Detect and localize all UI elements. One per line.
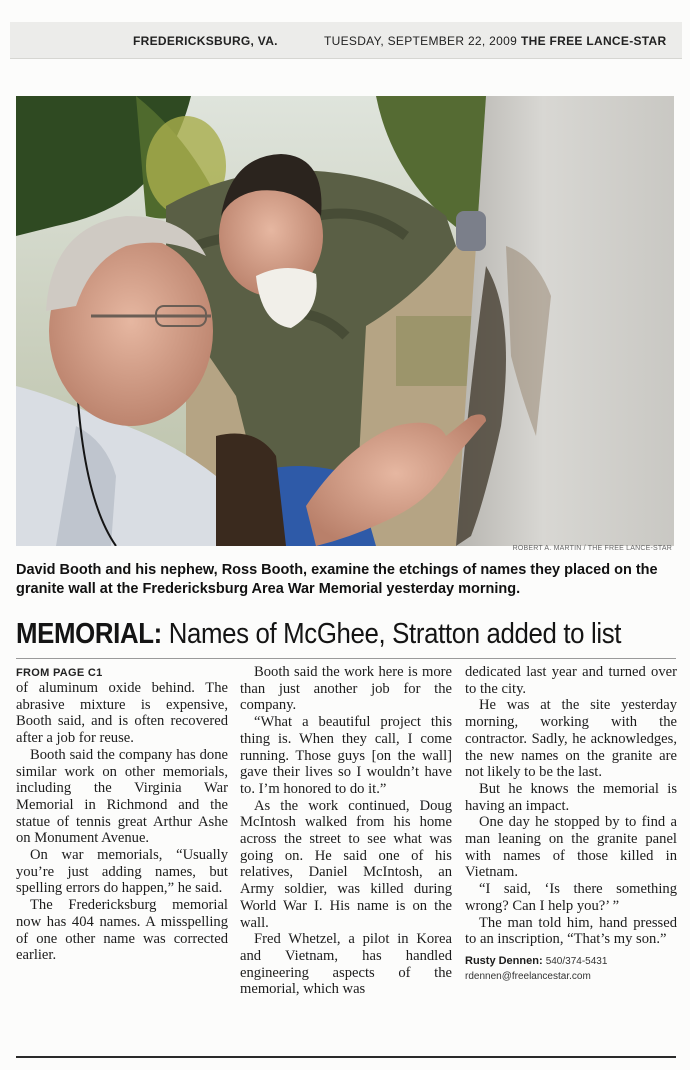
photo-credit: ROBERT A. MARTIN / THE FREE LANCE-STAR [512, 545, 672, 552]
paragraph: of aluminum oxide behind. The abrasive mixture is expensive, Booth said, and is often recovered after a job for reuse. [16, 680, 228, 747]
jump-line: FROM PAGE C1 [16, 667, 103, 679]
byline-phone: 540/374-5431 [545, 955, 608, 967]
paragraph: Booth said the company has done similar work on other memorials, including the Virginia War Memorial in Richmond and the statue of tennis great Arthur Ashe on Monument Avenue. [16, 746, 228, 847]
headline-kicker: MEMORIAL: [16, 618, 162, 650]
paragraph: “I said, ‘Is there something wrong? Can I help you?’ ” [465, 881, 677, 914]
byline-email[interactable]: rdennen@freelancestar.com [465, 970, 591, 982]
paragraph: He was at the site yesterday morning, working with the contractor. Sadly, he acknowledges, the new names on the granite are not likely to be the last. [465, 697, 677, 781]
headline-text: Names of McGhee, Stratton added to list [168, 618, 622, 650]
article-column-2 [240, 664, 452, 998]
paragraph: On war memorials, “Usually you’re just adding names, but spelling errors do happen,” he said. [16, 847, 228, 897]
paragraph: As the work continued, Doug McIntosh walked from his home across the street to see what was going on. He said one of his relatives, Daniel McIntosh, an Army soldier, was killed during World War I. His name is on the wall. [240, 797, 452, 931]
newspaper-name: THE FREE LANCE-STAR [521, 34, 667, 48]
paragraph: The Fredericksburg memorial now has 404 names. A misspelling of one other name was corrected earlier. [16, 897, 228, 964]
bottom-rule [16, 1056, 676, 1058]
paragraph: The man told him, hand pressed to an inscription, “That’s my son.” [465, 914, 677, 948]
paragraph: “What a beautiful project this thing is. When they call, I come running. Those guys [on the wall] gave their lives so I wouldn’t have to. I’m honored to do it.” [240, 714, 452, 797]
publication-date: TUESDAY, SEPTEMBER 22, 2009 [324, 34, 518, 48]
byline-name: Rusty Dennen: [465, 954, 543, 967]
headline [16, 612, 622, 658]
photo-caption: David Booth and his nephew, Ross Booth, examine the etchings of names they placed on the granite wall at the Fredericksburg Area War Memorial yesterday morning. [16, 562, 658, 597]
page-header [10, 22, 682, 59]
dateline-city: FREDERICKSBURG, VA. [133, 34, 278, 48]
photo-illustration [16, 96, 674, 546]
paragraph: Booth said the work here is more than just another job for the company. [240, 664, 452, 714]
news-photo [16, 96, 674, 546]
article-column-3 [465, 664, 677, 984]
article-column-1 [16, 664, 228, 964]
paragraph: dedicated last year and turned over to the city. [465, 664, 677, 697]
byline [465, 954, 677, 984]
paragraph: One day he stopped by to find a man leaning on the granite panel with names of those killed in Vietnam. [465, 814, 677, 881]
headline-rule [16, 658, 676, 659]
paragraph: But he knows the memorial is having an impact. [465, 780, 677, 814]
paragraph: Fred Whetzel, a pilot in Korea and Vietnam, has handled engineering aspects of the memorial, which was [240, 931, 452, 998]
